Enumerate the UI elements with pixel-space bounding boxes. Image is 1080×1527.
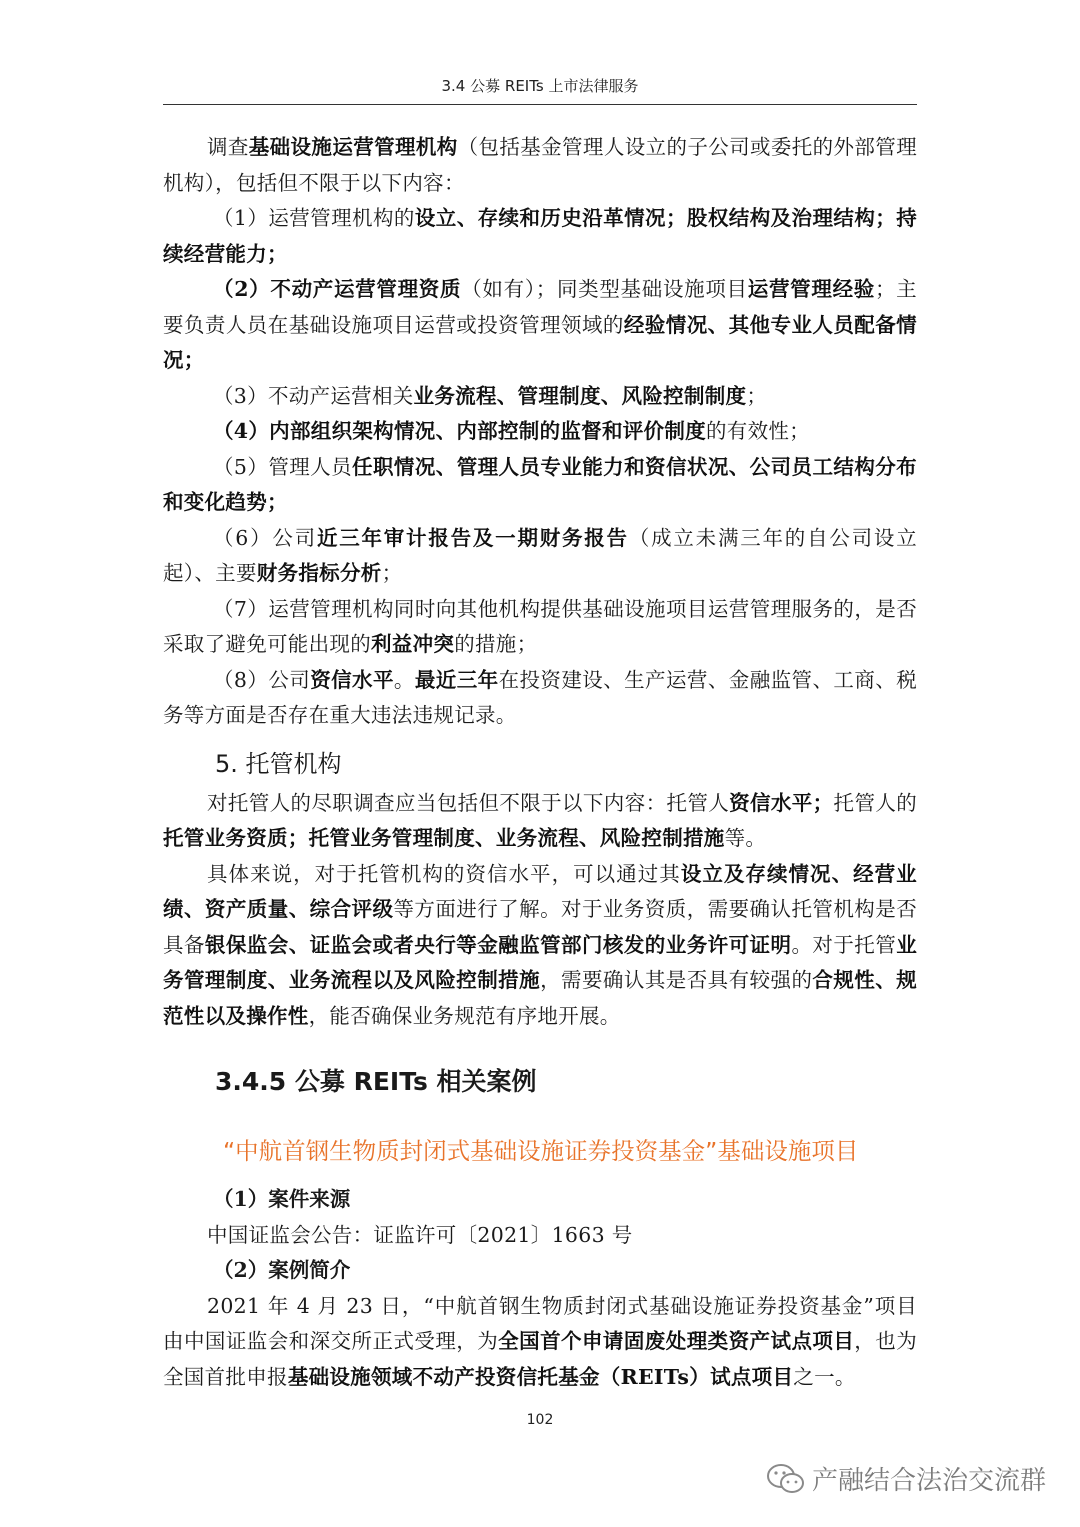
bold-text: （4）内部组织架构情况、内部控制的监督和评价制度	[213, 419, 706, 443]
text-run: 对托管人的尽职调查应当包括但不限于以下内容：托管人	[207, 790, 730, 815]
list-item	[163, 272, 917, 379]
watermark	[766, 1460, 1046, 1497]
text-run: ，需要确认其是否具有较强的	[540, 968, 813, 992]
text-run: 的有效性；	[705, 419, 810, 443]
text-run: 之一。	[793, 1364, 856, 1389]
text-run: 等。	[724, 826, 767, 850]
case-source-text: 中国证监会公告：证监许可〔2021〕1663 号	[207, 1222, 633, 1247]
section-heading-cases: 3.4.5 公募 REITs 相关案例	[215, 1067, 537, 1096]
text-run: ；	[746, 383, 768, 408]
case-summary-label: （2）案例简介	[213, 1258, 351, 1282]
text-run: （1）运营管理机构的	[213, 206, 415, 230]
bold-text: （2）不动产运营管理资质	[213, 277, 462, 301]
case-summary-text	[163, 1289, 917, 1396]
bold-text: 利益冲突	[371, 632, 455, 656]
bold-text: 资信水平；	[729, 790, 834, 815]
text-run: 托管人的	[833, 790, 918, 815]
wechat-icon	[766, 1462, 806, 1496]
intro-paragraph	[163, 130, 917, 201]
text-run: （成立未满三年的自公司设立起）、主要	[163, 525, 917, 585]
text-run: （8）公司	[213, 667, 311, 692]
text-run: 的措施；	[454, 632, 538, 656]
text-run: （5）管理人员	[213, 454, 353, 479]
list-item	[163, 201, 917, 272]
case-source-label: （1）案件来源	[213, 1187, 351, 1211]
page-content	[163, 130, 917, 1395]
list-item	[163, 414, 917, 450]
text-run: （7）运营管理机构同时向其他机构提供基础设施项目运营管理服务的，是否采取了避免可能出现的	[163, 596, 917, 656]
body-paragraph	[163, 786, 917, 857]
list-item	[163, 663, 917, 734]
bold-text: 任职情况、管理人员专业能力和资信状况、公司员工结构分布和变化趋势；	[163, 454, 917, 514]
bold-text: 业务管理制度、业务流程以及风险控制措施	[163, 932, 918, 992]
list-item	[163, 450, 917, 521]
bold-text: 设立及存续情况、经营业绩、资产质量、综合评级	[163, 861, 917, 921]
text-run: 2021 年 4 月 23 日，“中航首钢生物质封闭式基础设施证券投资基金”项目由中国证监会和深交所正式受理，为	[163, 1293, 917, 1353]
header-rule	[163, 104, 917, 105]
bold-text: 基础设施领域不动产投资信托基金（REITs）试点项目	[287, 1364, 794, 1389]
bold-text: 银保监会、证监会或者央行等金融监管部门核发的业务许可证明	[204, 932, 792, 957]
text-run: 具体来说，对于托管机构的资信水平，可以通过其	[207, 861, 681, 886]
bold-text: 全国首个申请固废处理类资产试点项目	[498, 1329, 855, 1353]
text-run: 等方面进行了解。对于业务资质，需要确认托管机构是否具备	[163, 897, 917, 957]
page-number: 102	[526, 1412, 554, 1428]
list-item	[163, 379, 917, 415]
text-run: 。对于托管	[791, 932, 897, 957]
bold-text: 合规性、规范性以及操作性	[163, 968, 917, 1028]
text-run: ，能否确保业务规范有序地开展。	[308, 1003, 621, 1028]
text-run: （包括基金管理人设立的子公司或委托的外部管理机构），包括但不限于以下内容：	[163, 135, 917, 195]
text-run: （如有）；同类型基础设施项目	[461, 277, 748, 301]
text-run: 在投资建设、生产运营、金融监管、工商、税务等方面是否存在重大违法违规记录。	[163, 667, 917, 727]
text-run: 。	[393, 667, 415, 692]
text-run: 调查	[207, 135, 249, 159]
bold-text: 设立、存续和历史沿革情况；股权结构及治理结构；持续经营能力；	[163, 206, 918, 266]
text-run: （3）不动产运营相关	[213, 383, 414, 408]
bold-text: 运营管理经验	[747, 277, 875, 301]
text-run: ，也为全国首批申报	[163, 1329, 917, 1389]
case-title: “中航首钢生物质封闭式基础设施证券投资基金”基础设施项目	[223, 1137, 859, 1165]
section-heading-custodian: 5. 托管机构	[215, 749, 342, 778]
text-run: （6）公司	[213, 525, 317, 550]
bold-text: 资信水平	[310, 667, 394, 692]
bold-text: 最近三年	[414, 667, 499, 692]
bold-text: 业务流程、管理制度、风险控制制度	[413, 383, 747, 408]
section4-items	[163, 201, 917, 734]
bold-text: 经验情况、其他专业人员配备情况；	[163, 312, 917, 372]
watermark-text: 产融结合法治交流群	[811, 1466, 1046, 1496]
bold-text: 财务指标分析	[256, 561, 382, 585]
text-run: ；	[381, 561, 403, 585]
page-header-title: 3.4 公募 REITs 上市法律服务	[441, 77, 639, 95]
bold-text: 托管业务资质；托管业务管理制度、业务流程、风险控制措施	[163, 826, 725, 850]
bold-text: 近三年审计报告及一期财务报告	[316, 525, 629, 550]
bold-text: 基础设施运营管理机构	[248, 135, 458, 159]
body-paragraph	[163, 857, 917, 1035]
text-run: ；主要负责人员在基础设施项目运营或投资管理领域的	[163, 277, 917, 337]
section5-paragraphs	[163, 786, 917, 1035]
list-item	[163, 592, 917, 663]
list-item	[163, 521, 917, 592]
